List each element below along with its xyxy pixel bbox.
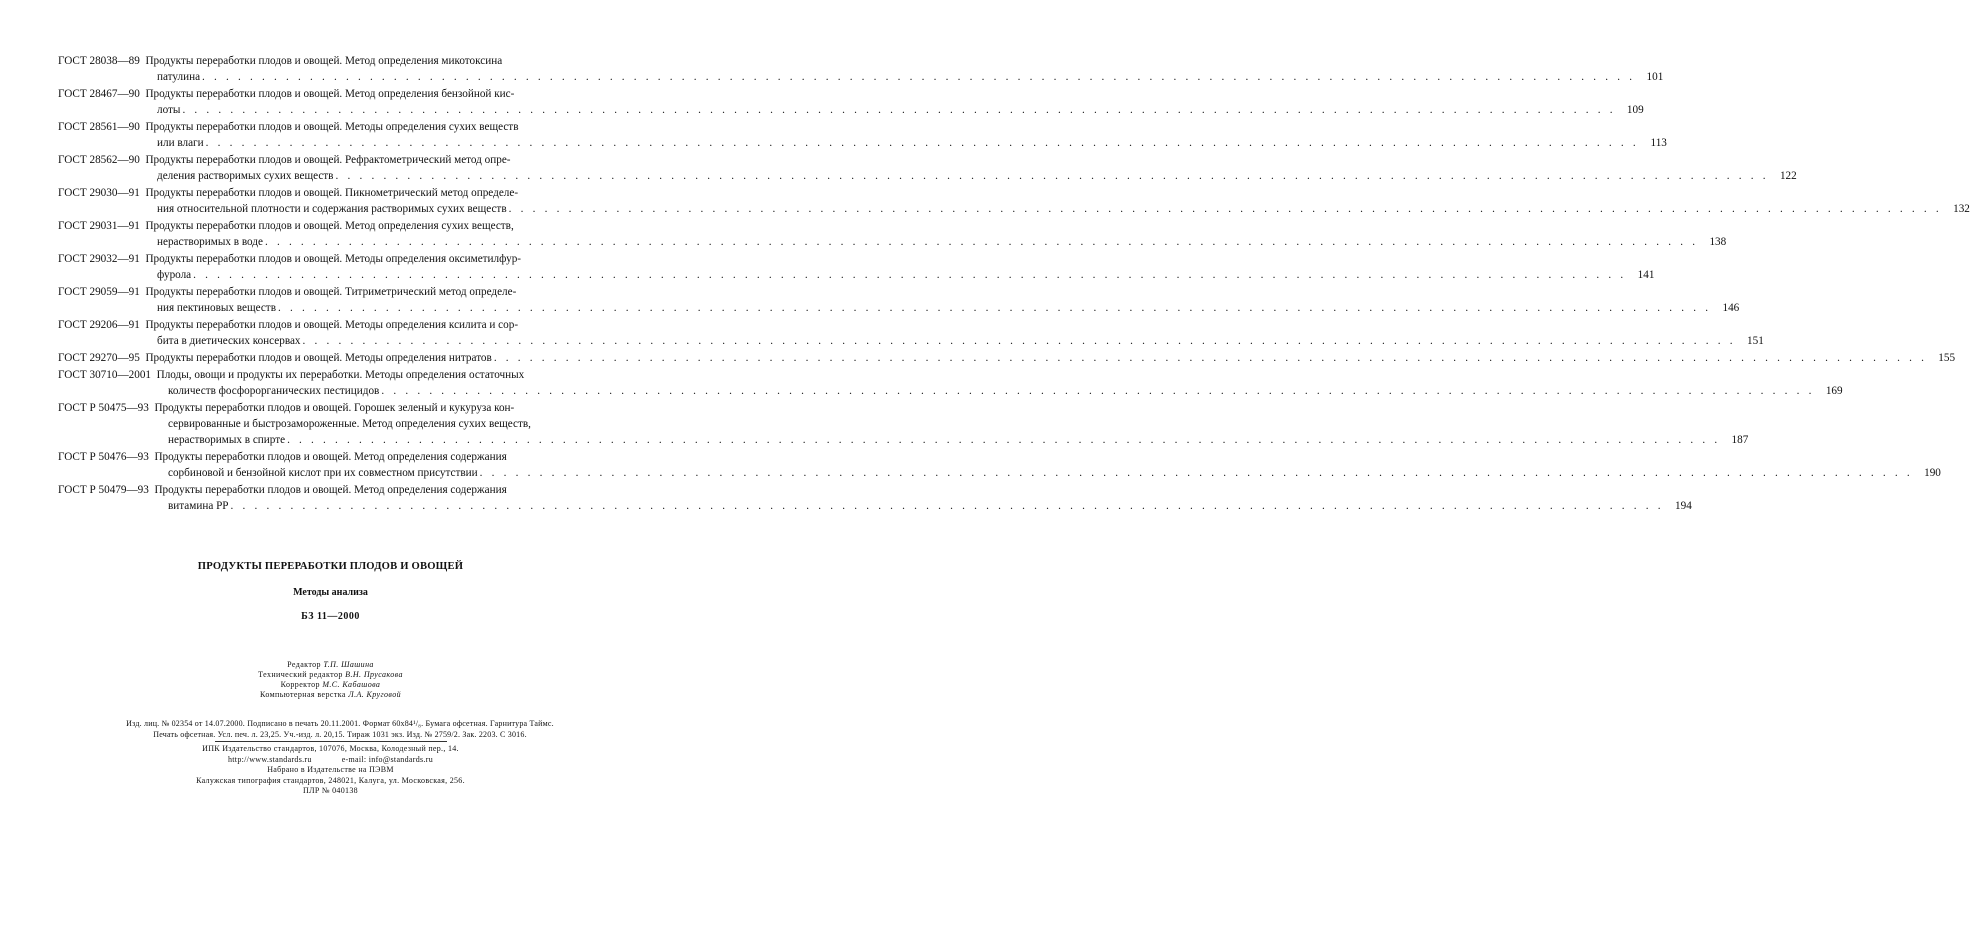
- dot-leader: . . . . . . . . . . . . . . . . . . . . . . . . . . . . . . . . . . . . . . . . . . . . . . . . . . . . . . . . . . . . . . . . . . . . . . . . . . . . . . . . . . . . . . . . . . . . . . . . . . . . . . . . . . . . . . . . . . . . . . . .: [205, 137, 1639, 149]
- toc-entry: [58, 251, 1655, 283]
- contact-line: [0, 755, 661, 766]
- publication-info: [30, 719, 650, 740]
- dot-leader: . . . . . . . . . . . . . . . . . . . . . . . . . . . . . . . . . . . . . . . . . . . . . . . . . . . . . . . . . . . . . . . . . . . . . . . . . . . . . . . . . . . . . . . . . . . . . . . . . . . . . . . . . . . . . . . . . . . . . . . .: [230, 500, 1664, 512]
- entry-title: деления растворимых сухих веществ: [157, 170, 334, 182]
- standard-code: ГОСТ 28562—90: [58, 154, 140, 166]
- dot-leader: . . . . . . . . . . . . . . . . . . . . . . . . . . . . . . . . . . . . . . . . . . . . . . . . . . . . . . . . . . . . . . . . . . . . . . . . . . . . . . . . . . . . . . . . . . . . . . . . . . . . . . . . . . . . . . . . . . . . . . . .: [381, 385, 1815, 397]
- credit-person: В.Н. Прусакова: [345, 670, 403, 679]
- credit-person: Т.П. Шашина: [323, 660, 374, 669]
- toc-entry: [58, 119, 1667, 151]
- standard-code: ГОСТ 28467—90: [58, 88, 140, 100]
- page-number: 187: [1731, 434, 1749, 446]
- website-link[interactable]: http://www.standards.ru: [227, 754, 312, 764]
- publication-line: Изд. лиц. № 02354 от 14.07.2000. Подписано в печать 20.11.2001. Формат 60х84¹/₈. Бумага офсетная. Гарнитура Таймс.: [126, 719, 554, 728]
- toc-entry-first-line: [58, 86, 603, 102]
- toc-entry-first-line: [58, 482, 603, 498]
- toc-entry: [58, 449, 1941, 481]
- toc-entry-last-line: [58, 465, 1941, 481]
- credit-role: Компьютерная верстка: [259, 690, 346, 699]
- entry-title: Продукты переработки плодов и овощей. Рефрактометрический метод опре-: [145, 154, 511, 166]
- dot-leader: . . . . . . . . . . . . . . . . . . . . . . . . . . . . . . . . . . . . . . . . . . . . . . . . . . . . . . . . . . . . . . . . . . . . . . . . . . . . . . . . . . . . . . . . . . . . . . . . . . . . . . . . . . . . . . . . . . . . . . . .: [202, 71, 1636, 83]
- toc-entry: [58, 218, 1727, 250]
- dot-leader: . . . . . . . . . . . . . . . . . . . . . . . . . . . . . . . . . . . . . . . . . . . . . . . . . . . . . . . . . . . . . . . . . . . . . . . . . . . . . . . . . . . . . . . . . . . . . . . . . . . . . . . . . . . . . . . . . . . . . . . .: [302, 335, 1736, 347]
- standard-code: ГОСТ 28561—90: [58, 121, 140, 133]
- toc-entry-first-line: [58, 400, 603, 416]
- page-number: 151: [1747, 335, 1764, 347]
- page-number: 169: [1825, 385, 1843, 397]
- toc-entry-last-line: [58, 432, 1749, 448]
- toc-entry-last-line: [58, 300, 1740, 316]
- toc-entry: [58, 367, 1843, 399]
- entry-title: патулина: [157, 71, 201, 83]
- entry-title: Продукты переработки плодов и овощей. Метод определения сухих веществ,: [145, 220, 514, 232]
- entry-title: Продукты переработки плодов и овощей. Метод определения микотоксина: [145, 55, 503, 67]
- toc-entry-first-line: [58, 185, 603, 201]
- toc-entry-first-line: [58, 284, 603, 300]
- entry-title: или влаги: [157, 137, 204, 149]
- toc-entry: [58, 53, 1664, 85]
- standard-code: ГОСТ 29206—91: [58, 319, 140, 331]
- page-number: 109: [1626, 104, 1644, 116]
- toc-entry-last-line: [58, 201, 1970, 217]
- table-of-contents: [58, 53, 1970, 515]
- toc-entry-first-line: [58, 317, 603, 333]
- dot-leader: . . . . . . . . . . . . . . . . . . . . . . . . . . . . . . . . . . . . . . . . . . . . . . . . . . . . . . . . . . . . . . . . . . . . . . . . . . . . . . . . . . . . . . . . . . . . . . . . . . . . . . . . . . . . . . . . . . . . . . . .: [193, 269, 1627, 281]
- toc-entry-first-line: [58, 152, 603, 168]
- toc-entry: [58, 284, 1740, 316]
- entry-title: лоты: [157, 104, 181, 116]
- printing-line: Калужская типография стандартов, 248021, Калуга, ул. Московская, 256.: [196, 775, 465, 785]
- credit-person: М.С. Кабашова: [322, 680, 381, 689]
- email-link[interactable]: e-mail: info@standards.ru: [341, 754, 433, 764]
- page-number: 101: [1646, 71, 1664, 83]
- bz-number: БЗ 11—2000: [301, 611, 360, 622]
- credit-person: Л.А. Круговой: [348, 690, 402, 699]
- toc-entry-last-line: [58, 168, 1797, 184]
- dot-leader: . . . . . . . . . . . . . . . . . . . . . . . . . . . . . . . . . . . . . . . . . . . . . . . . . . . . . . . . . . . . . . . . . . . . . . . . . . . . . . . . . . . . . . . . . . . . . . . . . . . . . . . . . . . . . . . . . . . . . . . .: [264, 236, 1699, 248]
- entry-title: Продукты переработки плодов и овощей. Метод определения бензойной кис-: [145, 88, 515, 100]
- standard-code: ГОСТ 29030—91: [58, 187, 140, 199]
- printing-info: [0, 744, 661, 797]
- credit-line: [0, 690, 661, 700]
- page-title: ПРОДУКТЫ ПЕРЕРАБОТКИ ПЛОДОВ И ОВОЩЕЙ: [197, 561, 464, 572]
- toc-entry-first-line: [58, 251, 603, 267]
- printing-line: ИПК Издательство стандартов, 107076, Москва, Колодезный пер., 14.: [202, 744, 459, 753]
- page-number: 122: [1779, 170, 1797, 182]
- publication-line: Печать офсетная. Усл. печ. л. 23,25. Уч.-изд. л. 20,15. Тираж 1031 экз. Изд. № 2759/2. Зак. 2203. С 3016.: [153, 729, 527, 739]
- toc-entry: [58, 400, 1749, 448]
- toc-entry-last-line: [58, 383, 1843, 399]
- entry-title: Продукты переработки плодов и овощей. Горошек зеленый и кукуруза кон-: [154, 402, 515, 414]
- page-number: 190: [1924, 467, 1941, 479]
- toc-entry: [58, 482, 1692, 514]
- entry-title: ния относительной плотности и содержания растворимых сухих веществ: [157, 203, 507, 215]
- printing-line: Набрано в Издательстве на ПЭВМ: [267, 765, 394, 774]
- standard-code: ГОСТ 30710—2001: [58, 369, 152, 381]
- toc-entry: [58, 86, 1644, 118]
- credit-line: [0, 670, 661, 680]
- standard-code: ГОСТ Р 50475—93: [58, 402, 149, 414]
- entry-title: нерастворимых в воде: [157, 236, 263, 248]
- toc-entry-last-line: [58, 498, 1692, 514]
- standard-code: ГОСТ 28038—89: [58, 55, 140, 67]
- toc-entry: [58, 185, 1970, 217]
- dot-leader: . . . . . . . . . . . . . . . . . . . . . . . . . . . . . . . . . . . . . . . . . . . . . . . . . . . . . . . . . . . . . . . . . . . . . . . . . . . . . . . . . . . . . . . . . . . . . . . . . . . . . . . . . . . . . . . . . . . . . . . .: [508, 203, 1942, 215]
- credit-role: Редактор: [287, 660, 321, 669]
- toc-entry-first-line: [58, 218, 603, 234]
- entry-title: Продукты переработки плодов и овощей. Метод определения содержания: [154, 451, 507, 463]
- toc-entry-last-line: [58, 333, 1764, 349]
- entry-title: бита в диетических консервах: [157, 335, 301, 347]
- divider: [215, 741, 447, 742]
- dot-leader: . . . . . . . . . . . . . . . . . . . . . . . . . . . . . . . . . . . . . . . . . . . . . . . . . . . . . . . . . . . . . . . . . . . . . . . . . . . . . . . . . . . . . . . . . . . . . . . . . . . . . . . . . . . . . . . . . . . . . . . .: [287, 434, 1721, 446]
- standard-code: ГОСТ Р 50476—93: [58, 451, 149, 463]
- standard-code: ГОСТ Р 50479—93: [58, 484, 149, 496]
- entry-title: нерастворимых в спирте: [168, 434, 286, 446]
- standard-code: ГОСТ 29031—91: [58, 220, 140, 232]
- page-number: 141: [1637, 269, 1655, 281]
- toc-entry-first-line: [58, 449, 603, 465]
- entry-title: Продукты переработки плодов и овощей. Метод определения содержания: [154, 484, 507, 496]
- dot-leader: . . . . . . . . . . . . . . . . . . . . . . . . . . . . . . . . . . . . . . . . . . . . . . . . . . . . . . . . . . . . . . . . . . . . . . . . . . . . . . . . . . . . . . . . . . . . . . . . . . . . . . . . . . . . . . . . . . . . . . . .: [493, 352, 1928, 364]
- dot-leader: . . . . . . . . . . . . . . . . . . . . . . . . . . . . . . . . . . . . . . . . . . . . . . . . . . . . . . . . . . . . . . . . . . . . . . . . . . . . . . . . . . . . . . . . . . . . . . . . . . . . . . . . . . . . . . . . . . . . . . . .: [479, 467, 1913, 479]
- standard-code: ГОСТ 29270—95: [58, 352, 140, 364]
- entry-title: Продукты переработки плодов и овощей. Методы определения ксилита и сор-: [145, 319, 519, 331]
- credit-role: Технический редактор: [258, 670, 343, 679]
- page-subtitle: Методы анализа: [293, 587, 368, 598]
- entry-title: Плоды, овощи и продукты их переработки. Методы определения остаточных: [156, 369, 525, 381]
- credit-role: Корректор: [280, 680, 320, 689]
- printing-line: ПЛР № 040138: [303, 786, 358, 795]
- page-number: 113: [1650, 137, 1667, 149]
- toc-entry-first-line: [58, 367, 603, 383]
- page-number: 132: [1953, 203, 1970, 215]
- toc-entry: [58, 317, 1764, 349]
- page-number: 138: [1709, 236, 1727, 248]
- page-number: 194: [1675, 500, 1692, 512]
- page-number: 146: [1722, 302, 1740, 314]
- toc-entry-last-line: [58, 69, 1664, 85]
- entry-title: витамина РР: [168, 500, 229, 512]
- toc-entry-last-line: [58, 135, 1667, 151]
- entry-title-continued: сервированные и быстрозамороженные. Метод определения сухих веществ,: [168, 418, 531, 430]
- credits-block: [0, 660, 661, 700]
- standard-code: ГОСТ 29059—91: [58, 286, 140, 298]
- entry-title: Продукты переработки плодов и овощей. Титриметрический метод определе-: [145, 286, 517, 298]
- dot-leader: . . . . . . . . . . . . . . . . . . . . . . . . . . . . . . . . . . . . . . . . . . . . . . . . . . . . . . . . . . . . . . . . . . . . . . . . . . . . . . . . . . . . . . . . . . . . . . . . . . . . . . . . . . . . . . . . . . . . . . . .: [277, 302, 1712, 314]
- dot-leader: . . . . . . . . . . . . . . . . . . . . . . . . . . . . . . . . . . . . . . . . . . . . . . . . . . . . . . . . . . . . . . . . . . . . . . . . . . . . . . . . . . . . . . . . . . . . . . . . . . . . . . . . . . . . . . . . . . . . . . . .: [335, 170, 1769, 182]
- standard-code: ГОСТ 29032—91: [58, 253, 140, 265]
- toc-entry-last-line: [58, 350, 1956, 366]
- toc-entry-last-line: [58, 102, 1644, 118]
- entry-title: фурола: [157, 269, 192, 281]
- toc-entry-first-line: [58, 119, 603, 135]
- toc-entry: [58, 350, 1956, 366]
- credit-line: [0, 680, 661, 690]
- credit-line: [0, 660, 661, 670]
- toc-entry: [58, 152, 1797, 184]
- entry-title: ния пектиновых веществ: [157, 302, 276, 314]
- dot-leader: . . . . . . . . . . . . . . . . . . . . . . . . . . . . . . . . . . . . . . . . . . . . . . . . . . . . . . . . . . . . . . . . . . . . . . . . . . . . . . . . . . . . . . . . . . . . . . . . . . . . . . . . . . . . . . . . . . . . . . . .: [182, 104, 1616, 116]
- toc-entry-last-line: [58, 234, 1727, 250]
- entry-title: Продукты переработки плодов и овощей. Методы определения сухих веществ: [145, 121, 519, 133]
- entry-title: количеств фосфорорганических пестицидов: [168, 385, 380, 397]
- entry-title: Продукты переработки плодов и овощей. Пикнометрический метод определе-: [145, 187, 519, 199]
- entry-title: Продукты переработки плодов и овощей. Методы определения нитратов: [145, 352, 492, 364]
- page-number: 155: [1938, 352, 1956, 364]
- entry-title: сорбиновой и бензойной кислот при их совместном присутствии: [168, 467, 478, 479]
- entry-title: Продукты переработки плодов и овощей. Методы определения оксиметилфур-: [145, 253, 522, 265]
- toc-entry-first-line: [58, 53, 603, 69]
- toc-entry-last-line: [58, 267, 1655, 283]
